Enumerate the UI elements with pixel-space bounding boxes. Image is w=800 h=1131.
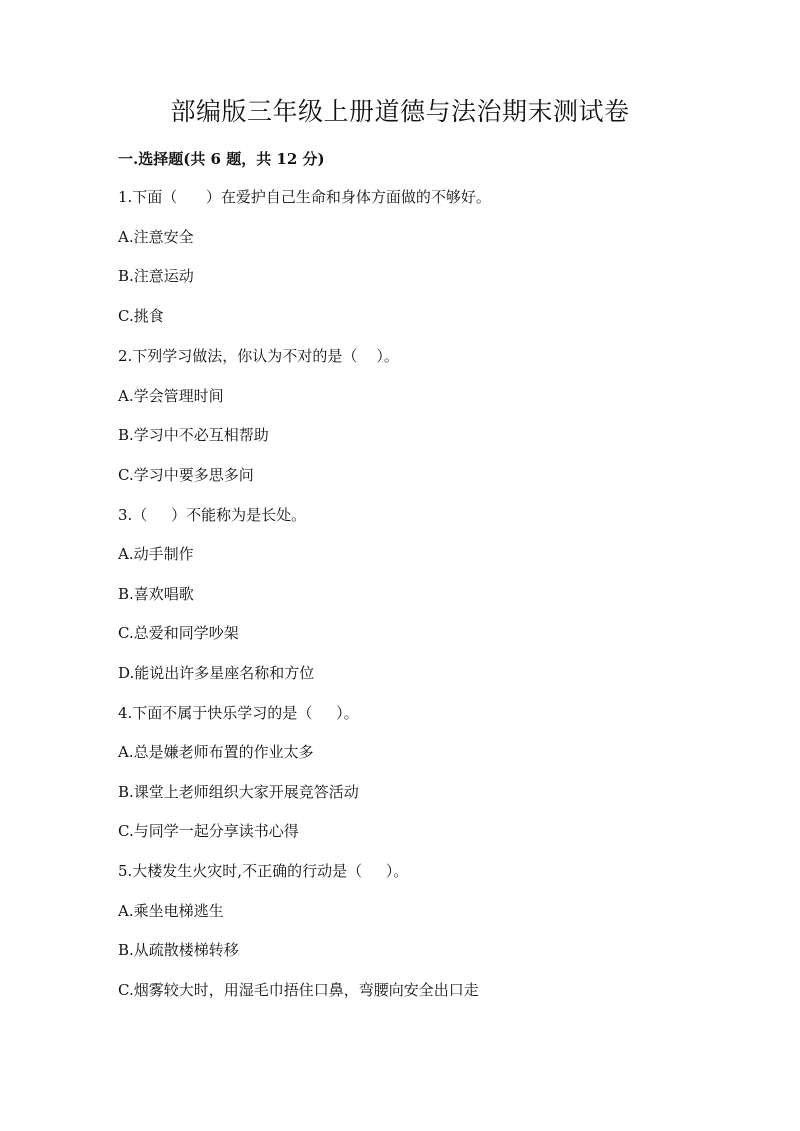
question-3-option-a: A.动手制作: [118, 545, 194, 563]
question-4-option-a: A.总是嫌老师布置的作业太多: [118, 743, 314, 761]
question-5-option-b: B.从疏散楼梯转移: [118, 941, 239, 959]
question-2-option-c: C.学习中要多思多问: [118, 466, 254, 484]
question-5-option-a: A.乘坐电梯逃生: [118, 902, 224, 920]
question-2-stem: 2.下列学习做法，你认为不对的是（ ）。: [118, 347, 399, 365]
question-3-option-b: B.喜欢唱歌: [118, 585, 194, 603]
question-1-option-c: C.挑食: [118, 307, 164, 325]
question-3-option-c: C.总爱和同学吵架: [118, 624, 239, 642]
question-5-option-c: C.烟雾较大时，用湿毛巾捂住口鼻，弯腰向安全出口走: [118, 981, 479, 999]
question-1-option-b: B.注意运动: [118, 267, 194, 285]
question-2-option-a: A.学会管理时间: [118, 387, 224, 405]
question-3-option-d: D.能说出许多星座名称和方位: [118, 664, 315, 682]
section-header: 一.选择题(共 6 题，共 12 分): [118, 150, 325, 168]
question-4-option-b: B.课堂上老师组织大家开展竞答活动: [118, 783, 359, 801]
question-3-stem: 3.（ ）不能称为是长处。: [118, 506, 307, 524]
question-2-option-b: B.学习中不必互相帮助: [118, 426, 269, 444]
question-1-stem: 1.下面（ ）在爱护自己生命和身体方面做的不够好。: [118, 188, 491, 206]
page-title: 部编版三年级上册道德与法治期末测试卷: [170, 97, 630, 126]
question-4-stem: 4.下面不属于快乐学习的是（ ）。: [118, 704, 359, 722]
question-4-option-c: C.与同学一起分享读书心得: [118, 822, 299, 840]
question-5-stem: 5.大楼发生火灾时,不正确的行动是（ ）。: [118, 862, 409, 880]
question-1-option-a: A.注意安全: [118, 228, 194, 246]
